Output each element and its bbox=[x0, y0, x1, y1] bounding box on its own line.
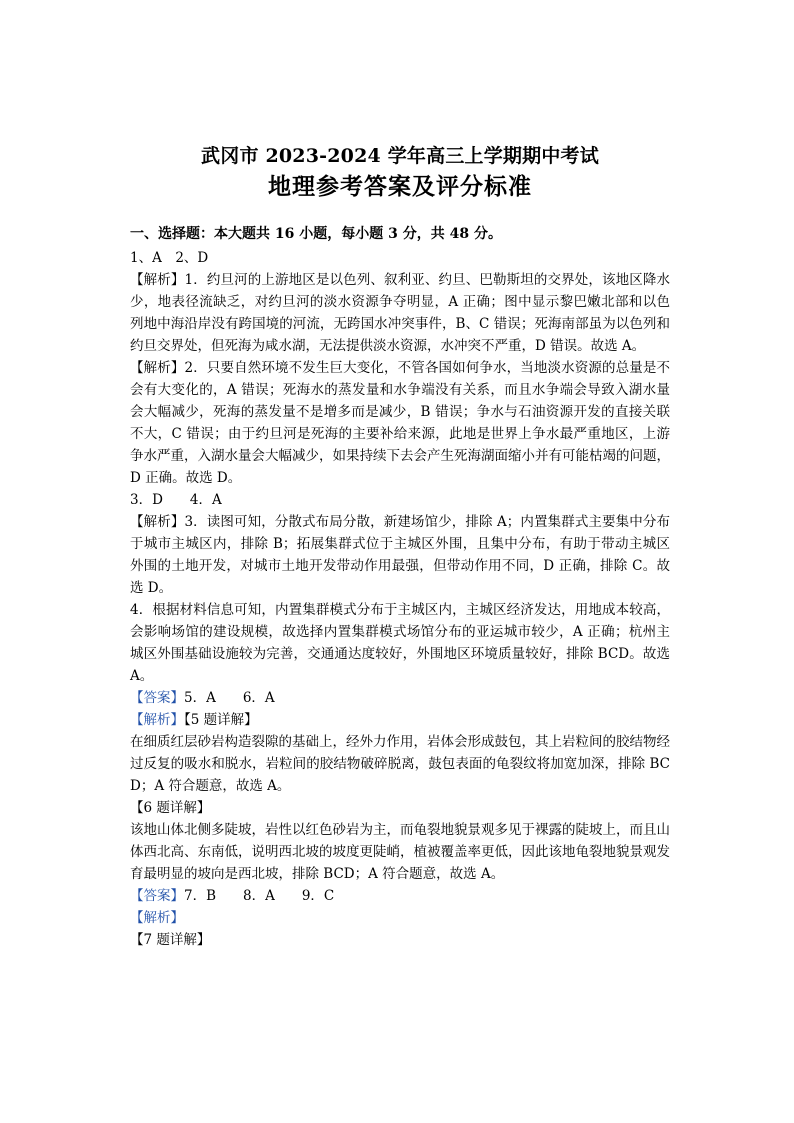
section-heading: 一、选择题：本大题共 16 小题，每小题 3 分，共 48 分。 bbox=[130, 226, 502, 242]
analysis-line bbox=[130, 907, 670, 929]
analysis-paragraph: 4．根据材料信息可知，内置集群模式分布于主城区内，主城区经济发达，用地成本较高，会影响场馆的建设规模，故选择内置集群模式场馆分布的亚运城市较少，A 正确；杭州主城区外围基础设施较为完善，交通通达度较好，外围地区环境质量较好，排除 BCD。故选 A。 bbox=[130, 602, 670, 684]
answer-tag: 【答案】 bbox=[130, 690, 184, 706]
analysis-paragraph: 【解析】1．约旦河的上游地区是以色列、叙利亚、约旦、巴勒斯坦的交界处，该地区降水少，地表径流缺乏，对约旦河的淡水资源争夺明显，A 正确；图中显示黎巴嫩北部和以色列地中海沿岸没有跨国境的河流，无跨国水冲突事件，B、C 错误；死海南部虽为以色列和约旦交界处，但死海为咸水湖，无法提供淡水资源，水冲突不严重，D 错误。故选 A。 bbox=[130, 272, 670, 354]
analysis-tag: 【解析】 bbox=[130, 910, 184, 926]
analysis-tag: 【解析】 bbox=[130, 712, 184, 728]
answer-line: 3．D 4．A bbox=[130, 492, 222, 508]
analysis-paragraph: 该地山体北侧多陡坡，岩性以红色砂岩为主，而龟裂地貌景观多见于裸露的陡坡上，而且山体西北高、东南低，说明西北坡的坡度更陡峭，植被覆盖率更低，因此该地龟裂地貌景观发育最明显的坡向是西北坡，排除 BCD；A 符合题意，故选 A。 bbox=[130, 822, 670, 882]
document-title: 武冈市 2023-2024 学年高三上学期期中考试 bbox=[201, 145, 599, 167]
document-page bbox=[130, 143, 670, 951]
analysis-paragraph: 【解析】2．只要自然环境不发生巨大变化，不管各国如何争水，当地淡水资源的总量是不会有大变化的，A 错误；死海水的蒸发量和水争端没有关系，而且水争端会导致入湖水量会大幅减少，死海的蒸发量不是增多而是减少，B 错误；争水与石油资源开发的直接关联不大，C 错误；由于约旦河是死海的主要补给来源，此地是世界上争水最严重地区，上游争水严重，入湖水量会大幅减少，如果持续下去会产生死海湖面缩小并有可能枯竭的问题，D 正确。故选 D。 bbox=[130, 360, 670, 486]
question-detail-heading: 【7 题详解】 bbox=[130, 932, 211, 948]
analysis-paragraph: 【解析】3．读图可知，分散式布局分散，新建场馆少，排除 A；内置集群式主要集中分布于城市主城区内，排除 B；拓展集群式位于主城区外围，且集中分布，有助于带动主城区外围的土地开发，对城市土地开发带动作用最强，但带动作用不同，D 正确，排除 C。故选 D。 bbox=[130, 514, 670, 596]
answer-body bbox=[130, 247, 670, 951]
analysis-paragraph: 在细质红层砂岩构造裂隙的基础上，经外力作用，岩体会形成鼓包，其上岩粒间的胶结物经过反复的吸水和脱水，岩粒间的胶结物破碎脱离，鼓包表面的龟裂纹将加宽加深，排除 BCD；A 符合题意，故选 A。 bbox=[130, 734, 670, 794]
answer-line: 【答案】7．B 8．A 9．C bbox=[130, 888, 335, 904]
question-detail-heading: 【6 题详解】 bbox=[130, 800, 211, 816]
document-subtitle: 地理参考答案及评分标准 bbox=[268, 173, 532, 200]
answer-tag: 【答案】 bbox=[130, 888, 184, 904]
answer-line: 【答案】5．A 6．A bbox=[130, 690, 275, 706]
analysis-line: 【解析】【5 题详解】 bbox=[130, 712, 258, 728]
answer-line: 1、A 2、D bbox=[130, 250, 209, 266]
